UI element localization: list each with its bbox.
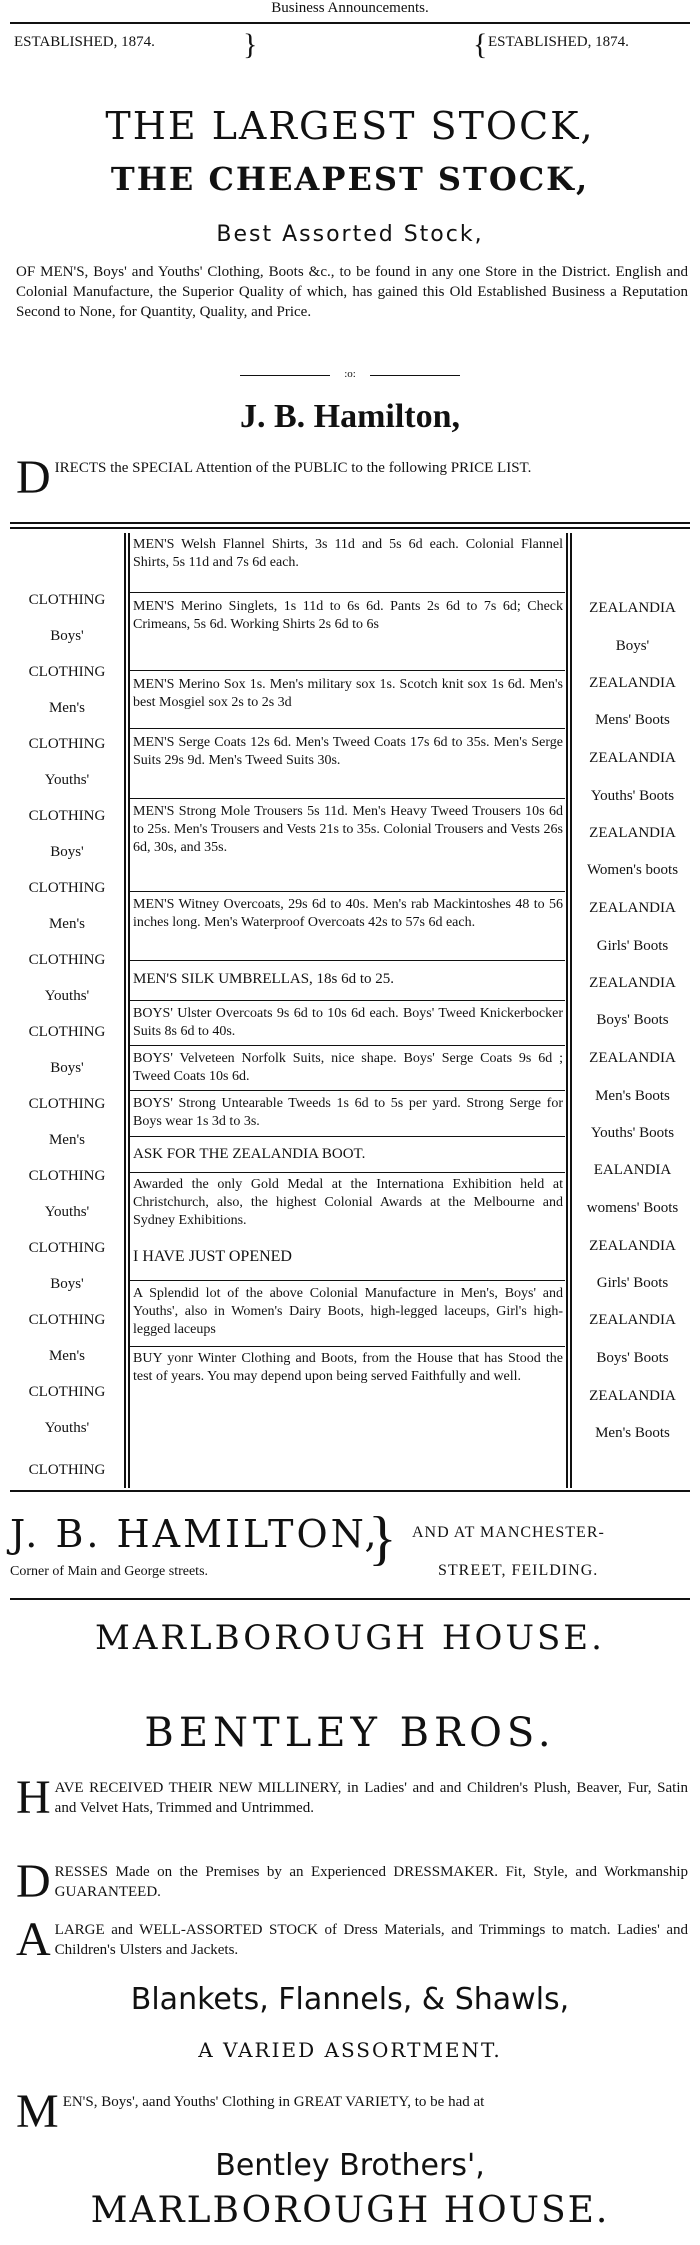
col-zealandia: ZEALANDIA xyxy=(589,1238,676,1254)
price-item: MEN'S Merino Sox 1s. Men's military sox 1s. Scotch knit sox 1s 6d. Men's best Mosgiel sox 2s to 2s 3d xyxy=(133,677,563,710)
col-label: Men's xyxy=(48,916,86,932)
divider xyxy=(130,1346,565,1347)
section-title: Business Announcements. xyxy=(271,0,429,16)
col-label: Youths' xyxy=(44,988,90,1004)
col-clothing: CLOTHING xyxy=(28,1240,106,1256)
divider xyxy=(130,891,565,892)
col-label: Youths' Boots xyxy=(590,1125,675,1141)
footer-address: Corner of Main and George streets. xyxy=(10,1564,209,1579)
col-clothing: CLOTHING xyxy=(28,1462,106,1478)
column-rule xyxy=(566,533,568,1488)
col-clothing: CLOTHING xyxy=(28,952,106,968)
divider xyxy=(130,1136,565,1137)
blankets-heading: Blankets, Flannels, & Shawls, xyxy=(130,1982,570,2017)
col-label: Youths' Boots xyxy=(590,788,675,804)
col-zealandia: ZEALANDIA xyxy=(589,750,676,766)
col-clothing: CLOTHING xyxy=(28,736,106,752)
divider xyxy=(130,670,565,671)
price-item: MEN'S Strong Mole Trousers 5s 11d. Men's Heavy Tweed Trousers 10s 6d to 25s. Men's Trousers and Vests 21s to 35s. Colonial Trousers and Vests 26s 6d, 30s, and 35s. xyxy=(133,804,563,855)
umbrellas: MEN'S SILK UMBRELLAS, 18s 6d to 25. xyxy=(133,971,395,987)
divider xyxy=(10,522,690,524)
col-label: Boys' xyxy=(50,1276,84,1292)
merchant-name: J. B. Hamilton, xyxy=(239,398,461,435)
price-item: MEN'S Serge Coats 12s 6d. Men's Tweed Coats 17s 6d to 35s. Men's Serge Suits 29s 9d. Men's Tweed Suits 30s. xyxy=(133,735,563,768)
established-left: ESTABLISHED, 1874. xyxy=(14,34,155,50)
divider xyxy=(370,375,460,376)
divider xyxy=(130,960,565,961)
marlborough-house-heading: MARLBOROUGH HOUSE. xyxy=(95,1618,605,1658)
col-zealandia: ZEALANDIA xyxy=(589,975,676,991)
col-label: Girls' Boots xyxy=(596,1275,669,1291)
col-label: Boys' xyxy=(615,638,650,654)
col-clothing: CLOTHING xyxy=(28,1024,106,1040)
footer-branch-line1: AND AT MANCHESTER- xyxy=(412,1524,605,1541)
established-right: ESTABLISHED, 1874. xyxy=(488,34,629,50)
buy-text: BUY yonr Winter Clothing and Boots, from the House that has Stood the test of years. You may depend upon being served Faithfully and well. xyxy=(133,1351,563,1384)
col-zealandia: ZEALANDIA xyxy=(589,1388,676,1404)
dresses-paragraph xyxy=(16,1855,688,1908)
awarded-text: Awarded the only Gold Medal at the Internationa Exhibition held at Christchurch, also, the highest Colonial Awards at the Melbourne and Sydney Exhibitions. xyxy=(133,1177,563,1228)
col-clothing: CLOTHING xyxy=(28,880,106,896)
col-label: Youths' xyxy=(44,772,90,788)
intro-paragraph: OF MEN'S, Boys' and Youths' Clothing, Boots &c., to be found in any one Store in the District. English and Colonial Manufacture, the Superior Quality of which, has gained this Old Established Business a Reputation Second to None, for Quantity, Quality, and Price. xyxy=(16,264,688,320)
col-label: Boys' xyxy=(50,628,84,644)
divider xyxy=(130,1172,565,1173)
divider xyxy=(240,375,330,376)
mens-text: EN'S, Boys', aand Youths' Clothing in GREAT VARIETY, to be had at xyxy=(62,2094,485,2110)
drop-cap: H xyxy=(16,1771,51,1824)
price-item: BOYS' Strong Untearable Tweeds 1s 6d to 5s per yard. Strong Serge for Boys wear 1s 3d to 3s. xyxy=(133,1096,563,1129)
price-item: MEN'S Merino Singlets, 1s 11d to 6s 6d. Pants 2s 6d to 7s 6d; Check Crimeans, 5s 6d. Working Shirts 2s 6d to 6s xyxy=(133,599,563,632)
col-zealandia: ZEALANDIA xyxy=(589,1050,676,1066)
drop-cap: D xyxy=(16,1855,51,1908)
divider xyxy=(130,1000,565,1001)
brace-glyph: } xyxy=(243,28,258,61)
col-zealandia: ZEALANDIA xyxy=(589,825,676,841)
col-label: Men's xyxy=(48,1132,86,1148)
price-item: MEN'S Witney Overcoats, 29s 6d to 40s. Men's rab Mackintoshes 48 to 56 inches long. Men's Waterproof Overcoats 42s to 57s 6d each. xyxy=(133,897,563,930)
col-zealandia: ZEALANDIA xyxy=(589,1312,676,1328)
drop-cap: M xyxy=(16,2085,59,2138)
divider xyxy=(130,1090,565,1091)
divider xyxy=(10,527,690,529)
col-clothing: CLOTHING xyxy=(28,808,106,824)
footer-branch-line2: STREET, FEILDING. xyxy=(438,1562,599,1579)
divider xyxy=(130,592,565,593)
col-clothing: CLOTHING xyxy=(28,1168,106,1184)
col-zealandia: ZEALANDIA xyxy=(589,675,676,691)
divider xyxy=(130,728,565,729)
price-item: BOYS' Velveteen Norfolk Suits, nice shape. Boys' Serge Coats 9s 6d ; Tweed Coats 10s 6d. xyxy=(133,1051,563,1084)
drop-cap: D xyxy=(16,451,51,504)
col-zealandia: ZEALANDIA xyxy=(589,900,676,916)
col-label: Youths' xyxy=(44,1420,90,1436)
drop-cap: A xyxy=(16,1913,51,1966)
col-label: Boys' Boots xyxy=(596,1012,669,1028)
brace-glyph: { xyxy=(473,28,488,61)
headline-assorted: Best Assorted Stock, xyxy=(216,222,484,247)
col-label: Mens' Boots xyxy=(595,712,670,728)
divider-ornament: :o: xyxy=(344,368,356,380)
col-label: womens' Boots xyxy=(586,1200,679,1216)
marlborough-house-footer: MARLBOROUGH HOUSE. xyxy=(90,2190,610,2231)
col-zealandia: EALANDIA xyxy=(593,1162,672,1178)
col-label: Youths' xyxy=(44,1204,90,1220)
price-item: MEN'S Welsh Flannel Shirts, 3s 11d and 5s 6d each. Colonial Flannel Shirts, 5s 11d and 7s 6d each. xyxy=(133,537,563,570)
headline-cheapest: THE CHEAPEST STOCK, xyxy=(110,160,590,198)
millinery-paragraph xyxy=(16,1771,688,1824)
divider xyxy=(10,1598,690,1600)
col-label: Men's xyxy=(48,700,86,716)
col-label: Boys' Boots xyxy=(596,1350,669,1366)
col-clothing: CLOTHING xyxy=(28,592,106,608)
brace-glyph: } xyxy=(368,1505,397,1571)
divider xyxy=(10,22,690,24)
col-label: Girls' Boots xyxy=(596,938,669,954)
directs-paragraph xyxy=(16,451,688,504)
ask-boot: ASK FOR THE ZEALANDIA BOOT. xyxy=(133,1146,366,1162)
dresses-text: RESSES Made on the Premises by an Experienced DRESSMAKER. Fit, Style, and Workmanship GUARANTEED. xyxy=(54,1864,688,1900)
col-label: Men's Boots xyxy=(595,1088,670,1104)
col-label: Boys' xyxy=(50,1060,84,1076)
splendid-text: A Splendid lot of the above Colonial Manufacture in Men's, Boys' and Youths', also in Women's Dairy Boots, high-legged laceups, Girl's high-legged laceups xyxy=(133,1286,563,1337)
millinery-text: AVE RECEIVED THEIR NEW MILLINERY, in Ladies' and and Children's Plush, Beaver, Fur, Satin and Velvet Hats, Trimmed and Untrimmed. xyxy=(54,1780,688,1816)
col-clothing: CLOTHING xyxy=(28,1096,106,1112)
col-label: Boys' xyxy=(50,844,84,860)
directs-text: IRECTS the SPECIAL Attention of the PUBLIC to the following PRICE LIST. xyxy=(54,460,532,476)
stock-paragraph xyxy=(16,1913,688,1966)
col-zealandia: ZEALANDIA xyxy=(589,600,676,616)
stock-text: LARGE and WELL-ASSORTED STOCK of Dress Materials, and Trimmings to match. Ladies' and Children's Ulsters and Jackets. xyxy=(54,1922,688,1958)
divider xyxy=(130,798,565,799)
divider xyxy=(130,1045,565,1046)
varied-assortment: A VARIED ASSORTMENT. xyxy=(198,2038,502,2062)
col-clothing: CLOTHING xyxy=(28,1312,106,1328)
col-clothing: CLOTHING xyxy=(28,1384,106,1400)
col-clothing: CLOTHING xyxy=(28,664,106,680)
just-opened: I HAVE JUST OPENED xyxy=(133,1248,292,1265)
bentley-bros-heading: BENTLEY BROS. xyxy=(144,1710,556,1756)
column-rule xyxy=(128,533,130,1488)
footer-merchant-name: J. B. HAMILTON, xyxy=(10,1512,380,1556)
col-label: Women's boots xyxy=(586,862,679,878)
col-label: Men's Boots xyxy=(595,1425,670,1441)
divider xyxy=(10,1490,690,1492)
bentley-brothers-footer: Bentley Brothers', xyxy=(215,2148,485,2183)
col-label: Men's xyxy=(48,1348,86,1364)
headline-largest: THE LARGEST STOCK, xyxy=(105,104,595,148)
divider xyxy=(130,1280,565,1281)
mens-paragraph xyxy=(16,2085,688,2138)
price-item: BOYS' Ulster Overcoats 9s 6d to 10s 6d each. Boys' Tweed Knickerbocker Suits 8s 6d to 40s. xyxy=(133,1006,563,1039)
